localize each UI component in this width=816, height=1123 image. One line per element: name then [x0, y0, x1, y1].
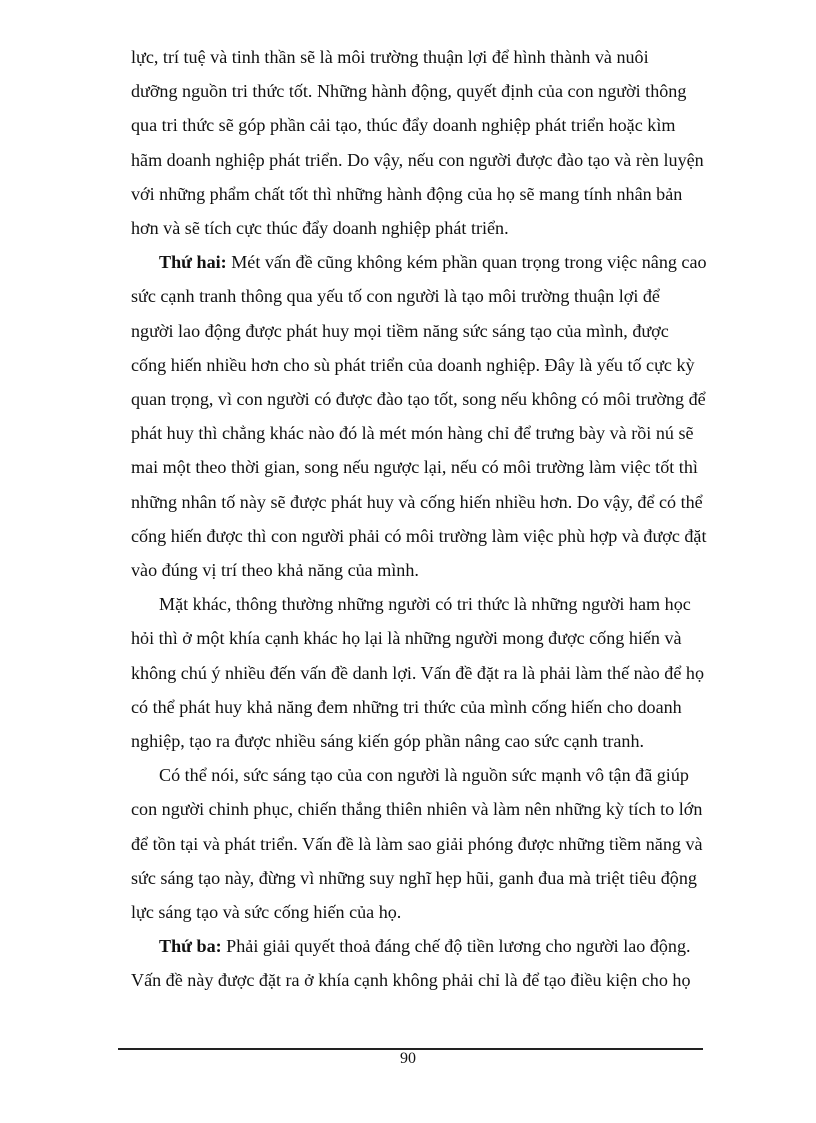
paragraph-lead: Thứ hai:	[159, 252, 227, 273]
text-line: phát huy thì chẳng khác nào đó là mét món hàng chỉ để trưng bày và rồi nú sẽ	[131, 423, 694, 444]
text-line: hơn và sẽ tích cực thúc đẩy doanh nghiệp phát triển.	[131, 218, 509, 239]
paragraph-2	[131, 245, 726, 587]
text-line: qua tri thức sẽ góp phần cải tạo, thúc đẩy doanh nghiệp phát triển hoặc kìm	[131, 115, 676, 136]
text-line: để tồn tại và phát triển. Vấn đề là làm sao giải phóng được những tiềm năng và	[131, 833, 703, 854]
paragraph-3	[131, 587, 726, 758]
paragraph-4	[131, 758, 726, 929]
text-line	[131, 245, 726, 279]
text-line: quan trọng, vì con người có được đào tạo tốt, song nếu không có môi trường để	[131, 389, 706, 410]
text-line: không chú ý nhiều đến vấn đề danh lợi. Vấn đề đặt ra là phải làm thế nào để họ	[131, 662, 704, 683]
text-line	[131, 929, 726, 963]
text-line: nghiệp, tạo ra được nhiều sáng kiến góp phần nâng cao sức cạnh tranh.	[131, 731, 645, 752]
text-line: người lao động được phát huy mọi tiềm năng sức sáng tạo của mình, được	[131, 320, 669, 341]
body-text	[131, 40, 726, 998]
text-line: hãm doanh nghiệp phát triển. Do vậy, nếu con người được đào tạo và rèn luyện	[131, 149, 704, 170]
text-line: Vấn đề này được đặt ra ở khía cạnh không phải chỉ là để tạo điều kiện cho họ	[131, 970, 691, 991]
page-number: 90	[400, 1050, 416, 1067]
text-run: Phải giải quyết thoả đáng chế độ tiền lương cho người lao động.	[221, 936, 691, 957]
paragraph-5	[131, 929, 726, 997]
text-line: cống hiến được thì con người phải có môi trường làm việc phù hợp và được đặt	[131, 525, 707, 546]
text-run: Mét vấn đề cũng không kém phần quan trọng trong việc nâng cao	[226, 252, 707, 273]
paragraph-1	[131, 40, 726, 245]
text-line: với những phẩm chất tốt thì những hành động của họ sẽ mang tính nhân bản	[131, 183, 683, 204]
text-line: Có thể nói, sức sáng tạo của con người là nguồn sức mạnh vô tận đã giúp	[159, 765, 689, 786]
text-line: sức sáng tạo này, đừng vì những suy nghĩ hẹp hũi, ganh đua mà triệt tiêu động	[131, 867, 697, 888]
text-line: dưỡng nguồn tri thức tốt. Những hành động, quyết định của con người thông	[131, 81, 687, 102]
text-line: cống hiến nhiều hơn cho sù phát triển của doanh nghiệp. Đây là yếu tố cực kỳ	[131, 354, 695, 375]
text-line: có thể phát huy khả năng đem những tri thức của mình cống hiến cho doanh	[131, 696, 682, 717]
text-line: lực sáng tạo và sức cống hiến của họ.	[131, 902, 402, 923]
text-line: những nhân tố này sẽ được phát huy và cống hiến nhiều hơn. Do vậy, để có thể	[131, 491, 703, 512]
text-line: lực, trí tuệ và tinh thần sẽ là môi trường thuận lợi để hình thành và nuôi	[131, 47, 649, 67]
text-line: con người chinh phục, chiến thắng thiên nhiên và làm nên những kỳ tích to lớn	[131, 799, 703, 820]
text-line: mai một theo thời gian, song nếu ngược lại, nếu có môi trường làm việc tốt thì	[131, 457, 698, 478]
text-line: hỏi thì ở một khía cạnh khác họ lại là những người mong được cống hiến và	[131, 628, 682, 649]
text-line: vào đúng vị trí theo khả năng của mình.	[131, 560, 419, 581]
paragraph-lead: Thứ ba:	[159, 936, 222, 957]
text-line: Mặt khác, thông thường những người có tri thức là những người ham học	[159, 594, 691, 615]
text-line: sức cạnh tranh thông qua yếu tố con người là tạo môi trường thuận lợi để	[131, 286, 660, 307]
